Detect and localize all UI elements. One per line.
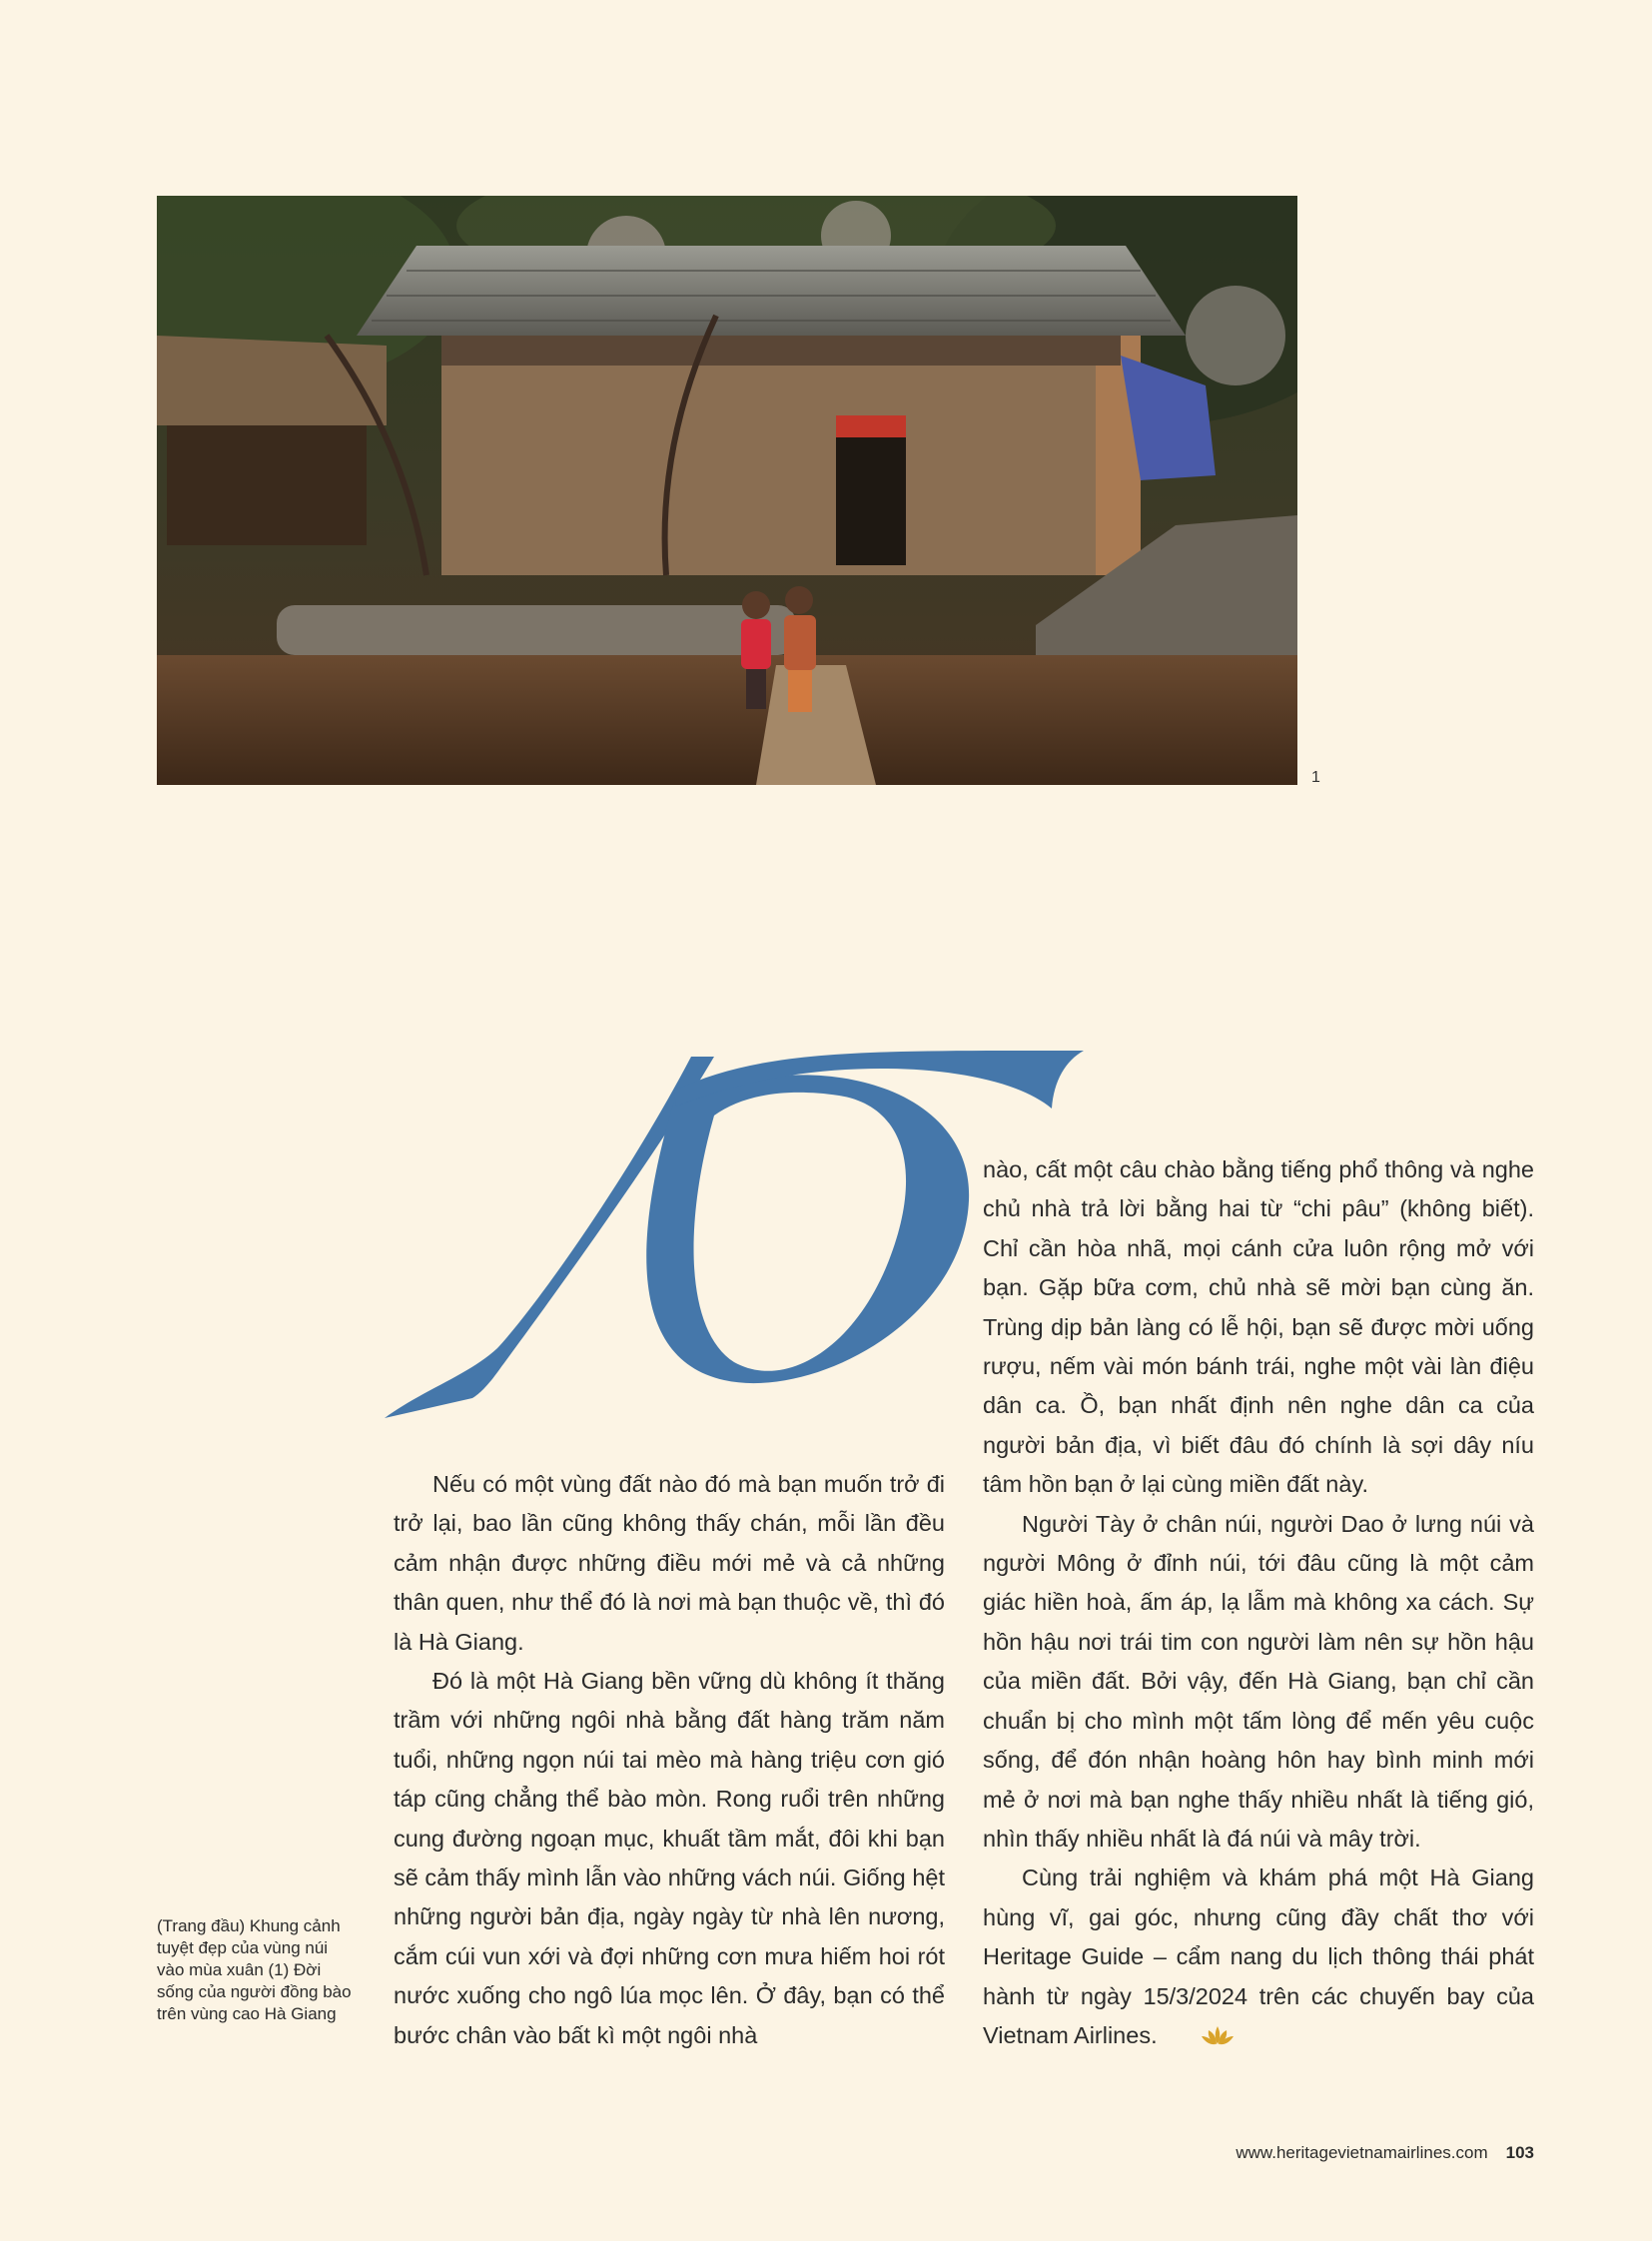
drop-cap-letter <box>385 1051 1084 1428</box>
article-photo <box>157 196 1297 785</box>
paragraph: nào, cất một câu chào bằng tiếng phổ thông và nghe chủ nhà trả lời bằng hai từ “chi pâu” (không biết). Chỉ cần hòa nhã, mọi cánh cửa luôn rộng mở với bạn. Gặp bữa cơm, chủ nhà sẽ mời bạn cùng ăn. Trùng dịp bản làng có lễ hội, bạn sẽ được mời uống rượu, nếm vài món bánh trái, nghe một vài làn điệu dân ca. Ồ, bạn nhất định nên nghe dân ca của người bản địa, vì biết đâu đó chính là sợi dây níu tâm hồn bạn ở lại cùng miền đất này. <box>983 1156 1534 1498</box>
photo-number: 1 <box>1311 769 1320 786</box>
article-column-right <box>983 1150 1534 2058</box>
lotus-icon <box>1162 2019 1235 2058</box>
house-photo-illustration <box>157 196 1297 785</box>
photo-caption: (Trang đầu) Khung cảnh tuyệt đẹp của vùng núi vào mùa xuân (1) Đời sống của người đồng bào trên vùng cao Hà Giang <box>157 1916 352 2023</box>
paragraph: Đó là một Hà Giang bền vững dù không ít thăng trầm với những ngôi nhà bằng đất hàng trăm năm tuổi, những ngọn núi tai mèo mà hàng triệu cơn gió táp cũng chẳng thể bào mòn. Rong ruổi trên những cung đường ngoạn mục, khuất tầm mắt, đôi khi bạn sẽ cảm thấy mình lẫn vào những vách núi. Giống hệt những người bản địa, ngày ngày từ nhà lên nương, cắm cúi vun xới và đợi những cơn mưa hiếm hoi rót nước xuống cho ngô lúa mọc lên. Ở đây, bạn có thể bước chân vào bất kì một ngôi nhà <box>394 1668 945 2048</box>
paragraph <box>983 1859 1534 2058</box>
paragraph-text: Cùng trải nghiệm và khám phá một Hà Giang hùng vĩ, gai góc, nhưng cũng đầy chất thơ với Heritage Guide – cẩm nang du lịch thông thái phát hành từ ngày 15/3/2024 trên các chuyến bay của Vietnam Airlines. <box>983 1865 1534 2048</box>
drop-cap <box>385 1051 1084 1428</box>
paragraph: Nếu có một vùng đất nào đó mà bạn muốn trở đi trở lại, bao lần cũng không thấy chán, mỗi lần đều cảm nhận được những điều mới mẻ và cả những thân quen, như thể đó là nơi mà bạn thuộc về, thì đó là Hà Giang. <box>394 1471 945 1655</box>
website-url: www.heritagevietnamairlines.com <box>1236 2143 1488 2162</box>
page-footer <box>1236 2143 1534 2163</box>
page-number: 103 <box>1505 2143 1534 2162</box>
paragraph: Người Tày ở chân núi, người Dao ở lưng núi và người Mông ở đỉnh núi, tới đâu cũng là một cảm giác hiền hoà, ấm áp, lạ lẫm mà không xa cách. Sự hồn hậu nơi trái tim con người làm nên sự hồn hậu của miền đất. Bởi vậy, đến Hà Giang, bạn chỉ cần chuẩn bị cho mình một tấm lòng để mến yêu cuộc sống, để đón nhận hoàng hôn hay bình minh mới mẻ ở nơi mà bạn nghe thấy nhiều nhất là tiếng gió, nhìn thấy nhiều nhất là đá núi và mây trời. <box>983 1510 1534 1852</box>
article-column-left <box>394 1465 945 2055</box>
